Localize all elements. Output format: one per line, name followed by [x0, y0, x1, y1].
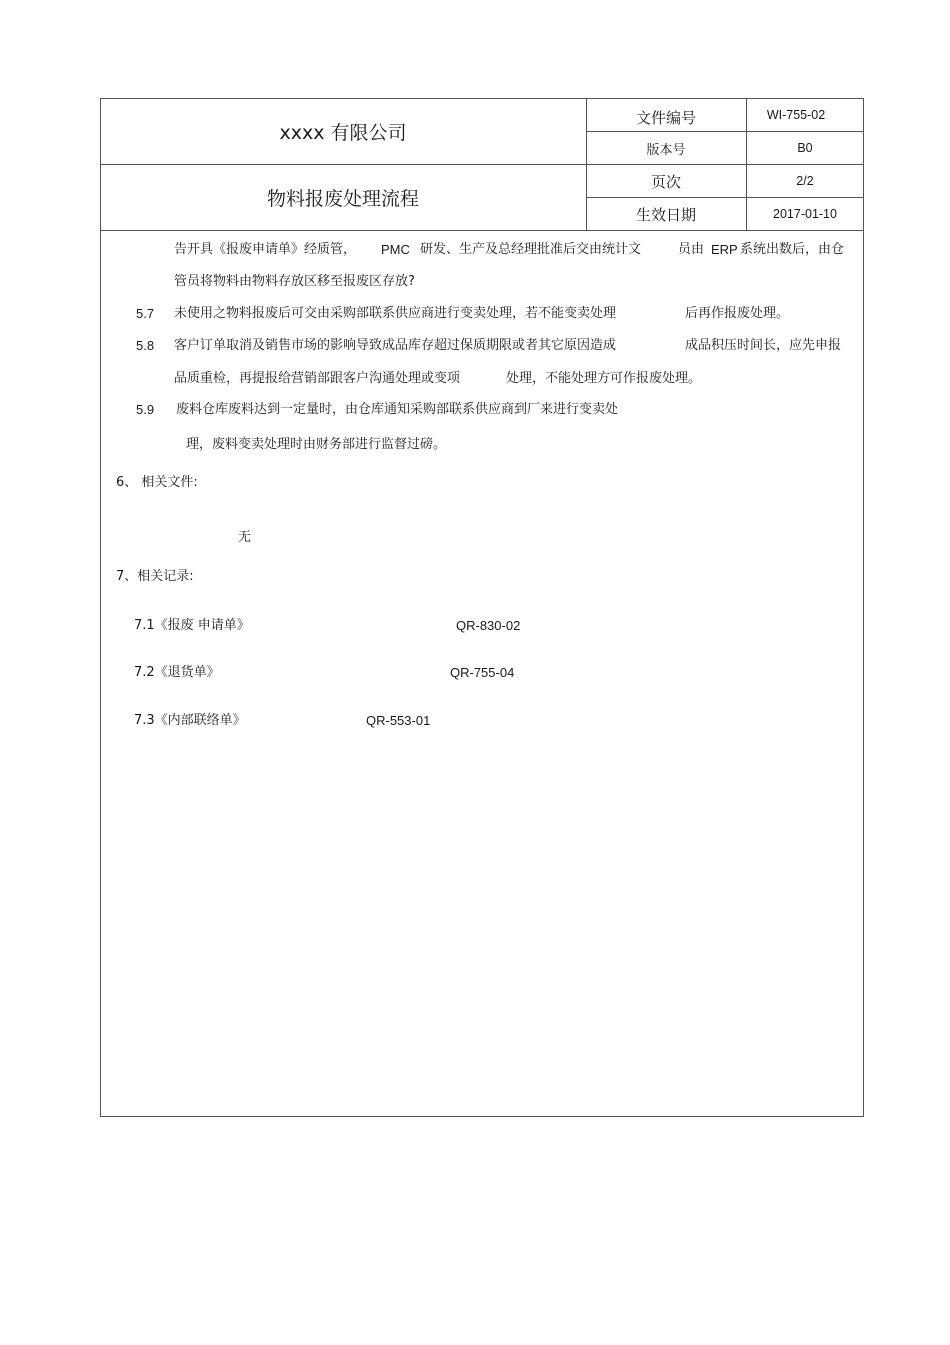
- page-value: 2/2: [796, 174, 814, 188]
- record-code: QR-553-01: [366, 713, 431, 728]
- record-code: QR-830-02: [456, 618, 521, 633]
- continued-text: 系统出数后，由仓: [740, 242, 845, 257]
- record-label: 7.2《退货单》: [134, 665, 220, 680]
- doc-number-value: WI-755-02: [766, 108, 826, 122]
- section-number: 5.9: [136, 402, 155, 417]
- section-text: 未使用之物料报废后可交由采购部联系供应商进行变卖处理，若不能变卖处理: [174, 306, 617, 321]
- related-files-none: 无: [238, 530, 252, 545]
- continued-text: PMC: [381, 242, 410, 257]
- version-value: B0: [797, 141, 813, 155]
- continued-text: 员由: [678, 242, 705, 257]
- section-heading-related-files: 6、 相关文件:: [116, 475, 198, 490]
- section-text: 废料仓库废料达到一定量时，由仓库通知采购部联系供应商到厂来进行变卖处: [176, 402, 619, 417]
- section-heading-related-records: 7、相关记录:: [116, 569, 194, 584]
- section-text: 品质重检，再提报给营销部跟客户沟通处理或变项: [174, 371, 461, 386]
- doc-number-label: 文件编号: [635, 109, 696, 127]
- record-code: QR-755-04: [450, 665, 515, 680]
- section-number: 5.8: [136, 338, 155, 353]
- effective-date-value: 2017-01-10: [773, 207, 837, 221]
- continued-text: 管员将物料由物料存放区移至报废区存放?: [174, 274, 415, 289]
- document-title: 物料报废处理流程: [266, 188, 419, 210]
- effective-date-label: 生效日期: [635, 205, 696, 224]
- section-number: 5.7: [136, 306, 155, 321]
- continued-text: ERP: [711, 242, 738, 257]
- header-bottom-line: [100, 230, 864, 231]
- record-label: 7.3《内部联络单》: [134, 713, 246, 728]
- record-label: 7.1《报废 申请单》: [134, 618, 250, 633]
- version-label: 版本号: [646, 142, 686, 158]
- section-text: 客户订单取消及销售市场的影响导致成品库存超过保质期限或者其它原因造成: [174, 338, 617, 353]
- section-text: 后再作报废处理。: [685, 306, 790, 321]
- page-label: 页次: [650, 172, 681, 191]
- continued-text: 告开具《报废申请单》经质管，: [174, 242, 357, 257]
- continued-text: 研发、生产及总经理批准后交由统计文: [420, 242, 642, 257]
- company-name: xxxx 有限公司: [279, 122, 407, 144]
- section-text: 成品积压时间长，应先申报: [685, 338, 842, 353]
- section-text: 理，废料变卖处理时由财务部进行监督过磅。: [186, 437, 447, 452]
- section-text: 处理，不能处理方可作报废处理。: [506, 371, 702, 386]
